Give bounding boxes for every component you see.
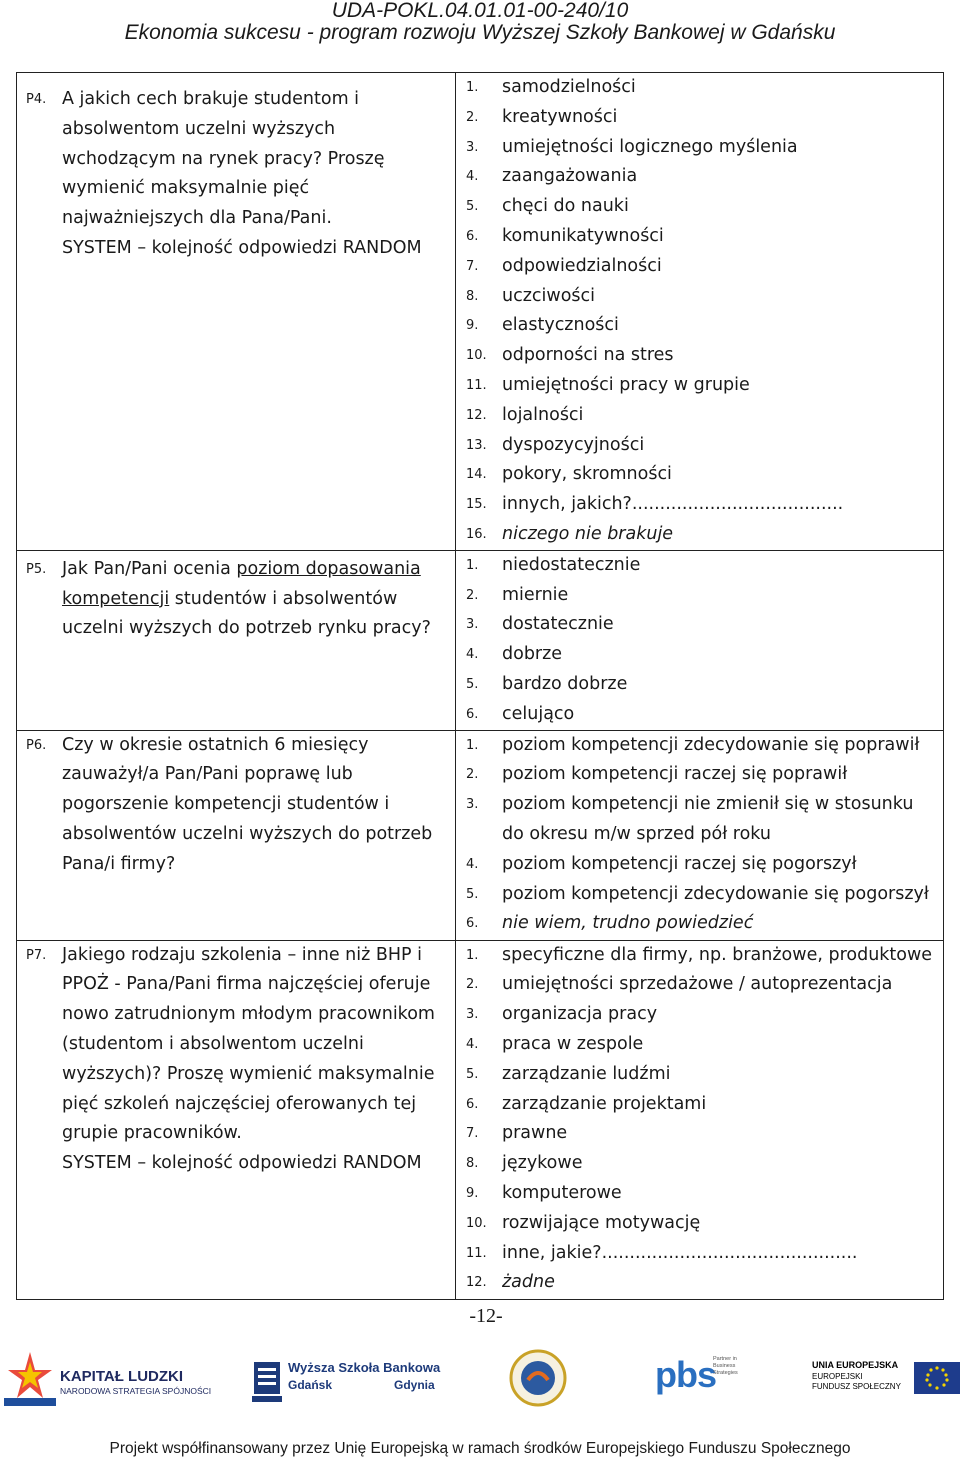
answer-number: 12.: [466, 407, 487, 423]
answer-text: miernie: [502, 584, 569, 605]
answer-option: [466, 1179, 943, 1209]
header-program-title: Ekonomia sukcesu - program rozwoju Wyższej Szkoły Bankowej w Gdańsku: [124, 21, 836, 44]
answer-option: [466, 282, 943, 312]
answer-number: 5.: [466, 886, 479, 902]
answer-text: dobrze: [502, 644, 563, 665]
questionnaire-table: [16, 72, 944, 1300]
kapital-subtitle: NARODOWA STRATEGIA SPÓJNOŚCI: [60, 1386, 212, 1396]
answer-text: samodzielności: [502, 77, 636, 97]
answer-number: 1.: [466, 947, 479, 963]
answer-text: językowe: [502, 1153, 583, 1174]
answer-text: celująco: [502, 703, 575, 724]
question-row-p7: [17, 940, 944, 1299]
answer-option: [466, 731, 943, 761]
system-note: SYSTEM – kolejność odpowiedzi RANDOM: [62, 237, 422, 258]
answer-text: komputerowe: [502, 1182, 622, 1203]
eu-flag-icon: [914, 1362, 960, 1394]
answer-text: umiejętności sprzedażowe / autoprezentacja: [502, 974, 893, 995]
answer-text: komunikatywności: [502, 225, 664, 246]
answer-option: [466, 1000, 943, 1030]
answer-number: 2.: [466, 587, 479, 603]
answer-option: [466, 431, 943, 461]
answer-number: 1.: [466, 557, 479, 573]
answer-text: lojalności: [502, 404, 584, 425]
answer-text: umiejętności pracy w grupie: [502, 374, 750, 395]
answer-option: [466, 850, 943, 880]
answer-number: 14.: [466, 467, 487, 483]
answer-number: 15.: [466, 497, 487, 513]
answer-option: [466, 581, 943, 611]
answer-option: [466, 73, 943, 103]
answer-text: innych, jakich?......................................: [502, 494, 844, 515]
answer-text: zarządzanie projektami: [502, 1093, 707, 1114]
answer-option: [466, 162, 943, 192]
answer-option: [466, 103, 943, 133]
answer-number: 11.: [466, 377, 487, 393]
wsb-logo: [252, 1348, 447, 1408]
answer-number: 5.: [466, 1066, 479, 1082]
wsb-city-left: Gdańsk: [288, 1378, 333, 1392]
answer-text: prawne: [502, 1123, 568, 1144]
answer-number: 2.: [466, 767, 479, 783]
answer-text: odporności na stres: [502, 345, 674, 366]
question-number: P7.: [26, 947, 47, 963]
question-row-p6: [17, 730, 944, 940]
eu-line2: EUROPEJSKI: [812, 1372, 863, 1381]
answer-option: [466, 1030, 943, 1060]
seal-icon: [508, 1348, 568, 1408]
answer-text: żadne: [502, 1272, 555, 1293]
wsb-crest-icon: [252, 1360, 282, 1404]
answer-text: uczciwości: [502, 285, 596, 306]
answer-option: [466, 490, 943, 520]
answer-number: 13.: [466, 437, 487, 453]
question-number: P4.: [26, 92, 47, 107]
answer-text: poziom kompetencji zdecydowanie się poprawił: [502, 734, 920, 755]
answer-number: 8.: [466, 1156, 479, 1172]
eu-title: UNIA EUROPEJSKA: [812, 1360, 899, 1370]
answer-number: 10.: [466, 348, 487, 364]
answer-list: [456, 551, 943, 730]
answer-option: [466, 520, 943, 550]
answer-list: [456, 941, 943, 1299]
answer-text: odpowiedzialności: [502, 255, 662, 276]
question-text: Jakiego rodzaju szkolenia – inne niż BHP i PPOŻ - Pana/Pani firma najczęściej oferuje nowo zatrudnionym młodym pracownikom (studentom i absolwentom uczelni wyższych)? Proszę wymienić maksymalnie pięć szkoleń najczęściej oferowanych tej grupie pracowników.: [62, 944, 435, 1144]
kapital-title: KAPITAŁ LUDZKI: [60, 1368, 184, 1385]
eu-logo: [812, 1348, 960, 1408]
answer-option: [466, 341, 943, 371]
answer-text: organizacja pracy: [502, 1004, 658, 1025]
answer-option: [466, 970, 943, 1000]
answer-option: [466, 192, 943, 222]
question-row-p5: [17, 550, 944, 730]
answer-option: [466, 909, 943, 939]
answer-text: nie wiem, trudno powiedzieć: [502, 913, 754, 934]
answer-number: 1.: [466, 80, 479, 95]
answer-number: 2.: [466, 977, 479, 993]
answer-option: [466, 880, 943, 910]
question-text: A jakich cech brakuje studentom i absolwentom uczelni wyższych wchodzącym na rynek pracy? Proszę wymienić maksymalnie pięć najważniejszych dla Pana/Pani.: [62, 89, 385, 229]
answer-number: 6.: [466, 1096, 479, 1112]
answer-text: kreatywności: [502, 106, 618, 127]
answer-number: 6.: [466, 916, 479, 932]
answer-text: bardzo dobrze: [502, 673, 628, 694]
pbs-logo: [655, 1348, 745, 1408]
answer-option: [466, 133, 943, 163]
answer-text: chęci do nauki: [502, 196, 629, 217]
system-note: SYSTEM – kolejność odpowiedzi RANDOM: [62, 1153, 422, 1174]
answer-number: 9.: [466, 318, 479, 334]
answer-number: 8.: [466, 288, 479, 304]
answer-number: 11.: [466, 1245, 487, 1261]
answer-option: [466, 401, 943, 431]
logo-strip: [0, 1348, 960, 1410]
answer-option: [466, 1119, 943, 1149]
wsb-city-right: Gdynia: [394, 1378, 435, 1392]
answer-text: poziom kompetencji raczej się poprawił: [502, 764, 848, 785]
answer-text: poziom kompetencji nie zmienił się w stosunku do okresu m/w sprzed pół roku: [502, 794, 914, 844]
answer-number: 5.: [466, 676, 479, 692]
answer-number: 3.: [466, 617, 479, 633]
answer-option: [466, 371, 943, 401]
answer-number: 1.: [466, 737, 479, 753]
star-icon: [4, 1348, 56, 1408]
page-number: -12-: [469, 1305, 503, 1327]
eu-line3: FUNDUSZ SPOŁECZNY: [812, 1382, 901, 1391]
answer-text: umiejętności logicznego myślenia: [502, 136, 798, 157]
answer-option: [466, 670, 943, 700]
answer-number: 6.: [466, 228, 479, 244]
answer-text: rozwijające motywację: [502, 1212, 701, 1233]
question-text: Jak Pan/Pani ocenia: [62, 558, 237, 579]
wsb-name: Wyższa Szkoła Bankowa: [288, 1360, 441, 1375]
answer-option: [466, 790, 943, 850]
answer-number: 12.: [466, 1275, 487, 1291]
answer-option: [466, 1268, 943, 1298]
answer-number: 4.: [466, 169, 479, 185]
answer-number: 7.: [466, 258, 479, 274]
answer-text: dyspozycyjności: [502, 434, 645, 455]
pbs-wordmark: pbs: [655, 1354, 717, 1395]
answer-number: 5.: [466, 199, 479, 215]
answer-number: 3.: [466, 139, 479, 155]
answer-text: dostatecznie: [502, 614, 614, 635]
answer-number: 3.: [466, 1007, 479, 1023]
answer-text: poziom kompetencji zdecydowanie się pogorszył: [502, 883, 929, 904]
answer-text: poziom kompetencji raczej się pogorszył: [502, 853, 857, 874]
question-text-underlined: poziom dopasowania kompetencji: [62, 558, 421, 609]
answer-option: [466, 640, 943, 670]
answer-text: zarządzanie ludźmi: [502, 1063, 671, 1084]
question-row-p4: [17, 73, 944, 551]
answer-text: zaangażowania: [502, 166, 638, 187]
answer-option: [466, 551, 943, 581]
header-project-code: UDA-POKL.04.01.01-00-240/10: [331, 0, 629, 22]
answer-number: 10.: [466, 1215, 487, 1231]
answer-number: 16.: [466, 526, 487, 542]
answer-option: [466, 252, 943, 282]
answer-text: niczego nie brakuje: [502, 523, 674, 544]
answer-number: 4.: [466, 647, 479, 663]
answer-option: [466, 1060, 943, 1090]
answer-option: [466, 460, 943, 490]
answer-number: 6.: [466, 706, 479, 722]
answer-text: praca w zespole: [502, 1033, 644, 1054]
answer-number: 3.: [466, 797, 479, 813]
answer-list: [456, 73, 943, 550]
answer-option: [466, 1209, 943, 1239]
answer-list: [456, 731, 943, 940]
answer-option: [466, 760, 943, 790]
answer-option: [466, 700, 943, 730]
answer-option: [466, 941, 943, 971]
question-text: Czy w okresie ostatnich 6 miesięcy zauważył/a Pan/Pani poprawę lub pogorszenie kompetencji studentów i absolwentów uczelni wyższych do potrzeb Pana/i firmy?: [62, 734, 433, 874]
answer-number: 4.: [466, 1036, 479, 1052]
answer-option: [466, 1090, 943, 1120]
pbs-tagline: Partner in Business Strategies: [713, 1356, 738, 1376]
answer-text: elastyczności: [502, 315, 619, 336]
question-number: P6.: [26, 737, 47, 753]
answer-number: 9.: [466, 1185, 479, 1201]
answer-option: [466, 311, 943, 341]
question-text-end: studentów i absolwentów uczelni wyższych do potrzeb rynku pracy?: [62, 588, 431, 639]
answer-text: inne, jakie?..............................................: [502, 1242, 858, 1263]
answer-number: 4.: [466, 856, 479, 872]
answer-option: [466, 1239, 943, 1269]
answer-number: 2.: [466, 109, 479, 125]
answer-number: 7.: [466, 1126, 479, 1142]
answer-option: [466, 610, 943, 640]
answer-text: specyficzne dla firmy, np. branżowe, produktowe: [502, 944, 933, 965]
answer-option: [466, 1149, 943, 1179]
question-number: P5.: [26, 561, 47, 577]
answer-text: pokory, skromności: [502, 464, 672, 485]
award-seal-logo: [508, 1348, 568, 1408]
answer-option: [466, 222, 943, 252]
answer-text: niedostatecznie: [502, 554, 641, 575]
funding-footer: Projekt współfinansowany przez Unię Europejską w ramach środków Europejskiego Funduszu Społecznego: [109, 1440, 851, 1457]
kapital-ludzki-logo: [4, 1348, 214, 1408]
